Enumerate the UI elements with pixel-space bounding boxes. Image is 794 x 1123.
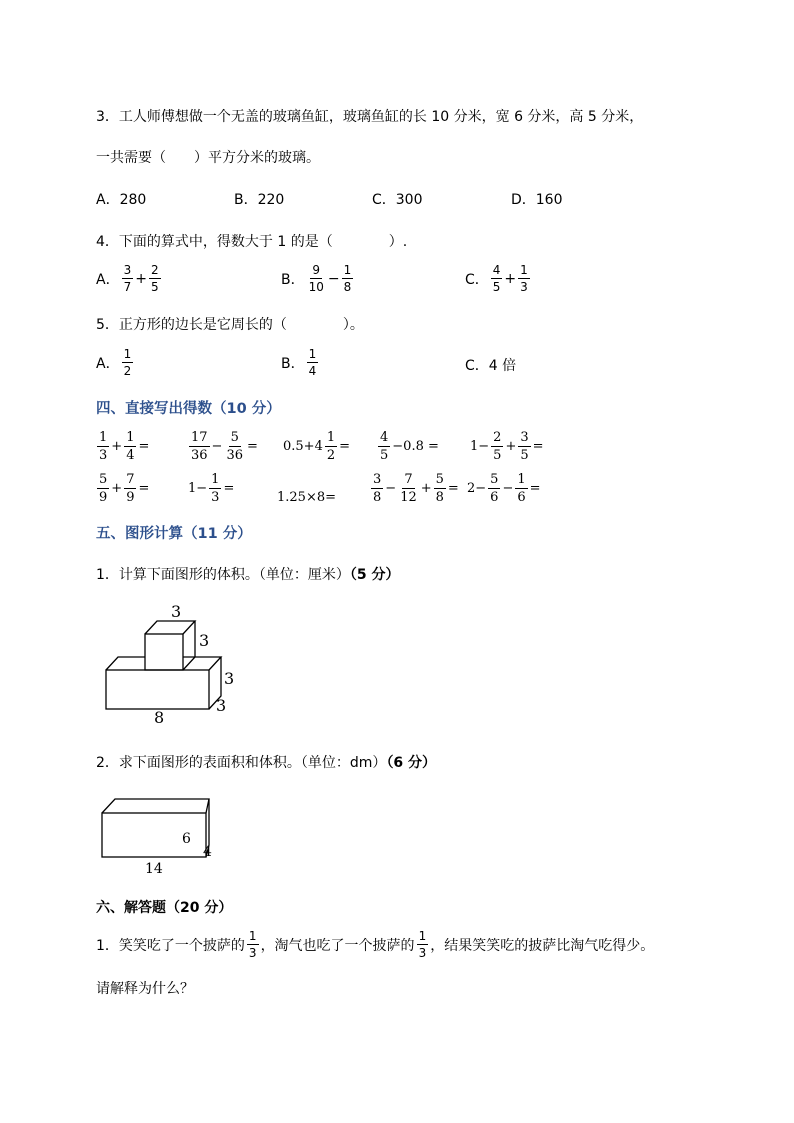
sec5-q2: 2．求下面图形的表面积和体积。（单位：dm）（6 分）	[96, 755, 437, 771]
q3-option-c: C．300	[372, 192, 423, 208]
section-5-title: 五、图形计算（11 分）	[96, 526, 252, 542]
fraction: $\frac{1}{3}$	[520, 263, 528, 294]
calc-r2-e2: 1− $\frac{1}{3}$ =	[188, 472, 235, 505]
calc-r2-e1: $\frac{5}{9}$ + $\frac{7}{9}$ =	[99, 472, 150, 505]
fraction: $\frac{5}{6}$	[490, 472, 499, 505]
calc-r2-e5: 2− $\frac{5}{6}$ − $\frac{1}{6}$ =	[467, 472, 541, 505]
q3-line2: 一共需要（ ）平方分米的玻璃。	[96, 150, 320, 166]
fraction: $\frac{4}{5}$	[492, 263, 501, 294]
fraction: $\frac{1}{3}$	[418, 929, 427, 960]
fraction: $\frac{2}{5}$	[150, 263, 159, 294]
fraction: $\frac{1}{6}$	[517, 472, 526, 505]
fig2-height: 6	[182, 831, 191, 847]
q4-option-c: C． $\frac{4}{5}$ + $\frac{1}{3}$	[465, 263, 528, 294]
fraction: $\frac{1}{3}$	[99, 430, 108, 463]
fraction: $\frac{4}{5}$	[380, 430, 389, 463]
calc-r2-e4: $\frac{3}{8}$ − $\frac{7}{12}$ + $\frac{5}{8}$ =	[373, 472, 459, 505]
figure-stacked-cuboids	[90, 598, 250, 728]
fig1-top-width: 3	[171, 602, 182, 621]
q4-a-label: A．	[96, 271, 120, 288]
fraction: $\frac{5}{36}$	[226, 430, 243, 463]
fraction: $\frac{3}{5}$	[520, 430, 529, 463]
fraction: $\frac{1}{3}$	[248, 929, 257, 960]
fig1-top-height: 3	[199, 631, 210, 650]
fraction: $\frac{1}{2}$	[123, 347, 132, 378]
calc-r1-e2: $\frac{17}{36}$ − $\frac{5}{36}$ =	[191, 430, 258, 463]
fig1-base-height: 3	[224, 669, 235, 688]
figure-cuboid	[90, 790, 230, 882]
fraction: $\frac{1}{8}$	[343, 263, 352, 294]
q3-option-a: A．280	[96, 192, 147, 208]
q3-line1: 3．工人师傅想做一个无盖的玻璃鱼缸，玻璃鱼缸的长 10 分米，宽 6 分米，高 5 分米，	[96, 109, 644, 125]
fig2-depth: 4	[203, 844, 212, 860]
fig2-width: 14	[145, 861, 163, 877]
q5-option-c: C．4 倍	[465, 358, 517, 374]
fraction: $\frac{3}{8}$	[373, 472, 382, 505]
q4-option-a: A． $\frac{3}{7}$ + $\frac{2}{5}$	[96, 263, 159, 294]
fraction: $\frac{9}{10}$	[308, 263, 324, 294]
calc-r1-e3: 0.5+4 $\frac{1}{2}$ =	[283, 430, 351, 463]
fraction: $\frac{7}{12}$	[400, 472, 417, 505]
fig1-base-width: 8	[154, 708, 165, 727]
fraction: $\frac{3}{7}$	[123, 263, 132, 294]
q4-stem: 4．下面的算式中，得数大于 1 的是（ ）.	[96, 234, 408, 250]
section-4-title: 四、直接写出得数（10 分）	[96, 401, 281, 417]
fraction: $\frac{1}{4}$	[126, 430, 135, 463]
fig1-base-depth: 3	[216, 696, 227, 715]
q4-b-label: B．	[281, 271, 305, 288]
section-6-title: 六、解答题（20 分）	[96, 900, 233, 916]
sec5-q1: 1．计算下面图形的体积。（单位：厘米）（5 分）	[96, 567, 400, 583]
q4-option-b: B． $\frac{9}{10}$ − $\frac{1}{8}$	[281, 263, 352, 294]
sec6-q1-line2: 请解释为什么？	[96, 981, 194, 997]
fraction: $\frac{2}{5}$	[493, 430, 502, 463]
calc-r2-e3: 1.25×8=	[277, 490, 337, 505]
fraction: $\frac{17}{36}$	[191, 430, 208, 463]
q3-option-b: B．220	[234, 192, 285, 208]
q5-stem: 5．正方形的边长是它周长的（ ）。	[96, 317, 364, 333]
fraction: $\frac{7}{9}$	[126, 472, 135, 505]
fraction: $\frac{1}{3}$	[211, 472, 220, 505]
q3-option-d: D．160	[511, 192, 563, 208]
fraction: $\frac{5}{9}$	[99, 472, 108, 505]
fraction: $\frac{1}{4}$	[308, 347, 317, 378]
calc-r1-e1: $\frac{1}{3}$ + $\frac{1}{4}$ =	[99, 430, 150, 463]
q5-option-b: B． $\frac{1}{4}$	[281, 347, 317, 378]
q4-c-label: C．	[465, 271, 489, 288]
calc-r1-e5: 1− $\frac{2}{5}$ + $\frac{3}{5}$ =	[470, 430, 544, 463]
fraction: $\frac{5}{8}$	[435, 472, 444, 505]
q5-option-a: A． $\frac{1}{2}$	[96, 347, 132, 378]
calc-r1-e4: $\frac{4}{5}$ −0.8 =	[380, 430, 439, 463]
fraction: $\frac{1}{2}$	[326, 430, 336, 463]
sec6-q1-line1: 1．笑笑吃了一个披萨的 $\frac{1}{3}$ ，淘气也吃了一个披萨的 $\frac{1}{3}$ ，结果笑笑吃的披萨比淘气吃得少。	[96, 929, 655, 960]
